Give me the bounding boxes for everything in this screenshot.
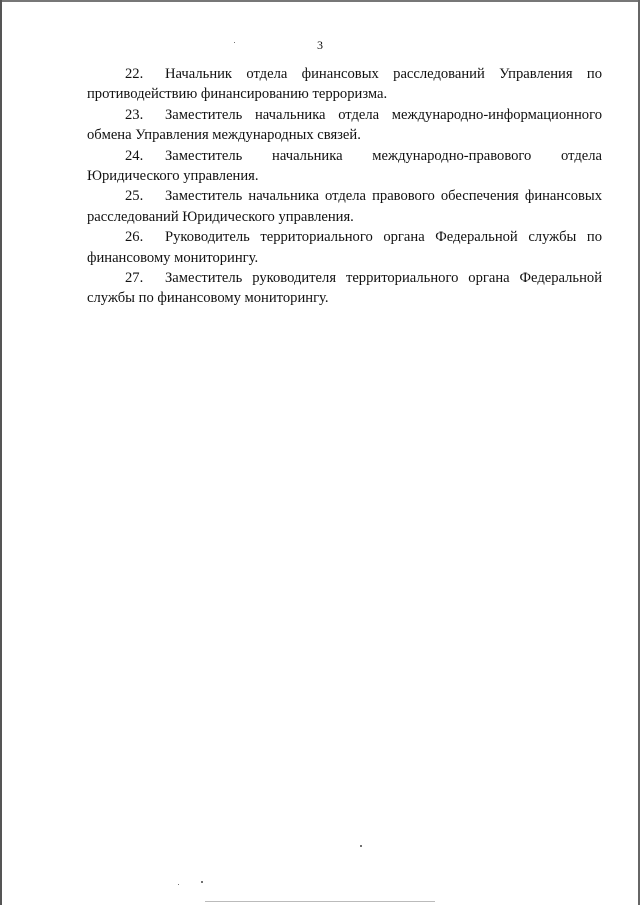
list-item xyxy=(87,268,602,309)
item-number: 22. xyxy=(125,66,144,82)
item-number: 25. xyxy=(125,188,144,205)
page-number: 3 xyxy=(317,38,323,52)
list-item xyxy=(87,64,602,105)
item-text: Заместитель начальника отдела международно-информационного обмена Управления международных связей. xyxy=(87,106,602,144)
item-number: 24. xyxy=(125,147,144,164)
list-item xyxy=(87,186,602,227)
item-text: Руководитель территориального органа Федеральной службы по финансовому мониторингу. xyxy=(87,229,602,266)
item-number: 27. xyxy=(125,270,144,287)
item-text: Заместитель руководителя территориального органа Федеральной службы по финансовому мониторингу. xyxy=(87,270,602,307)
item-number: 23. xyxy=(125,106,144,123)
item-number: 26. xyxy=(125,229,144,246)
scan-speck xyxy=(178,884,179,885)
item-text: Начальник отдела финансовых расследований Управления по противодействию финансированию терроризма. xyxy=(87,66,602,103)
scan-edge-line xyxy=(205,901,435,902)
document-body xyxy=(87,64,602,309)
scan-speck xyxy=(234,42,235,43)
list-item xyxy=(87,105,602,146)
list-item xyxy=(87,227,602,268)
item-text: Заместитель начальника отдела правового обеспечения финансовых расследований Юридического управления. xyxy=(87,188,602,225)
item-text: Заместитель начальника международно-правового отдела Юридического управления. xyxy=(87,147,602,185)
list-item xyxy=(87,146,602,187)
scan-speck xyxy=(201,881,203,883)
scan-speck xyxy=(360,845,362,847)
